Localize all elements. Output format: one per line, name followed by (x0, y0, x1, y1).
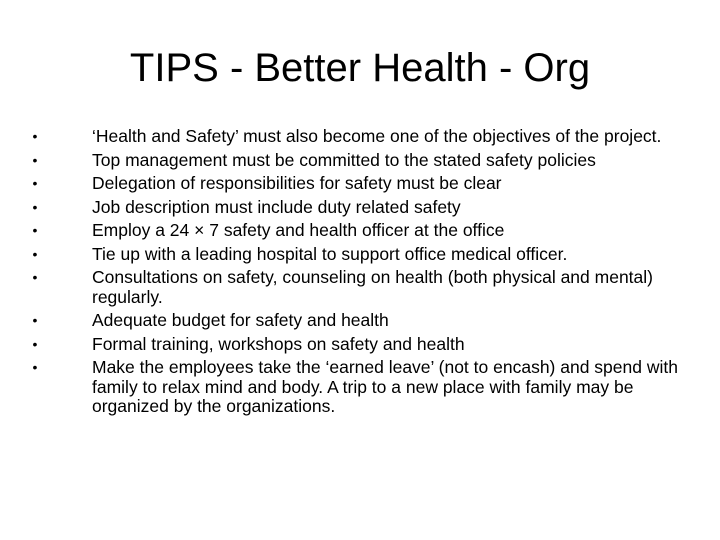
bullet-text: Tie up with a leading hospital to support office medical officer. (92, 243, 568, 264)
bullet-icon: • (32, 151, 38, 168)
bullet-text: Top management must be committed to the stated safety policies (92, 149, 596, 170)
list-item (30, 268, 690, 307)
bullet-text: Consultations on safety, counseling on health (both physical and mental) regularly. (92, 267, 653, 307)
list-item (30, 245, 690, 265)
bullet-text: Adequate budget for safety and health (92, 310, 389, 330)
bullet-text: Job description must include duty related safety (92, 196, 461, 217)
bullet-icon: • (32, 222, 38, 238)
list-item (30, 335, 690, 355)
list-item (30, 151, 690, 171)
bullet-icon: • (32, 335, 38, 352)
bullet-text: Employ a 24 × 7 safety and health officer at the office (92, 220, 505, 240)
bullet-icon: • (32, 245, 38, 262)
bullet-icon: • (32, 198, 38, 215)
bullet-icon: • (32, 128, 38, 144)
list-item (30, 311, 690, 331)
list-item (30, 221, 690, 241)
list-item (30, 127, 690, 147)
bullet-icon: • (32, 175, 38, 191)
list-item (30, 358, 690, 417)
bullet-icon: • (32, 359, 38, 375)
bullet-list (30, 127, 690, 421)
list-item (30, 198, 690, 218)
bullet-icon: • (32, 312, 38, 328)
slide-title: TIPS - Better Health - Org (129, 46, 591, 90)
bullet-text: ‘Health and Safety’ must also become one of the objectives of the project. (92, 126, 662, 146)
bullet-text: Make the employees take the ‘earned leave’ (not to encash) and spend with family to relax mind and body. A trip to a new place with family may be organized by the organizations. (92, 357, 678, 416)
bullet-text: Delegation of responsibilities for safety must be clear (92, 173, 502, 193)
list-item (30, 174, 690, 194)
bullet-text: Formal training, workshops on safety and health (92, 333, 465, 354)
bullet-icon: • (32, 269, 38, 285)
